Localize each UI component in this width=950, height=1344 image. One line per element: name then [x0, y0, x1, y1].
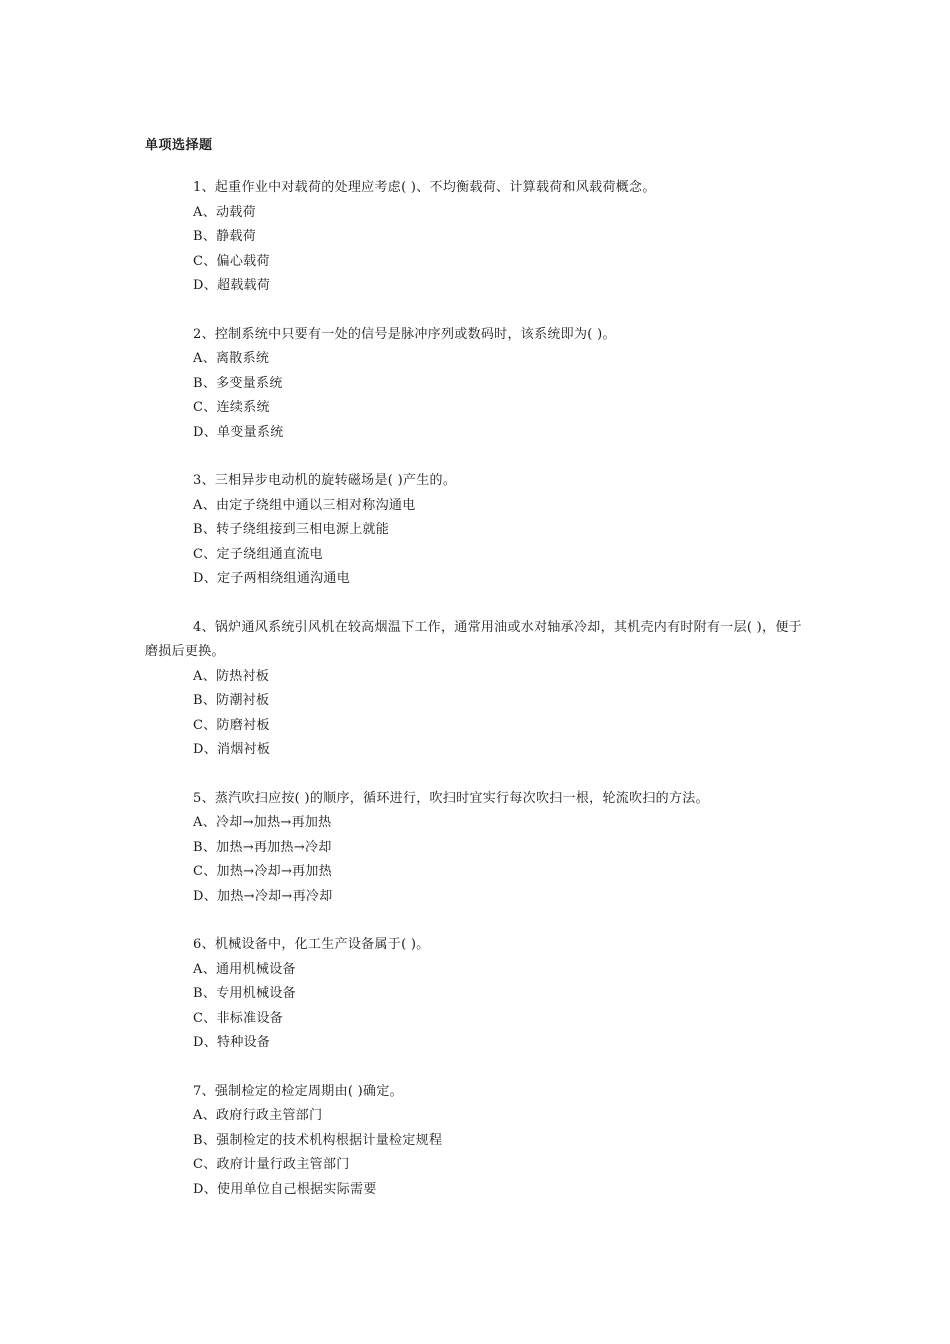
option-a: A、冷却→加热→再加热	[193, 815, 332, 830]
option-b: B、专用机械设备	[193, 986, 296, 1001]
option-c: C、非标准设备	[193, 1010, 284, 1026]
option-a: A、通用机械设备	[193, 961, 296, 977]
option-a: A、防热衬板	[193, 668, 270, 684]
option-d: D、使用单位自己根据实际需要	[193, 1181, 377, 1197]
question-6	[145, 933, 805, 1056]
option-a: A、动载荷	[193, 204, 256, 220]
question-stem: 3、三相异步电动机的旋转磁场是( )产生的。	[193, 473, 457, 488]
option-c: C、加热→冷却→再加热	[193, 864, 333, 879]
question-stem: 7、强制检定的检定周期由( )确定。	[193, 1083, 403, 1099]
question-5	[145, 787, 805, 910]
section-title: 单项选择题	[145, 138, 213, 153]
option-c: C、防磨衬板	[193, 717, 270, 733]
question-1	[145, 176, 805, 299]
question-stem: 2、控制系统中只要有一处的信号是脉冲序列或数码时，该系统即为( )。	[193, 326, 616, 342]
option-d: D、特种设备	[193, 1035, 271, 1050]
option-d: D、定子两相绕组通沟通电	[193, 571, 351, 586]
option-a: A、政府行政主管部门	[193, 1108, 323, 1123]
option-c: C、偏心载荷	[193, 253, 270, 269]
question-stem: 5、蒸汽吹扫应按( )的顺序，循环进行，吹扫时宜实行每次吹扫一根，轮流吹扫的方法。	[193, 790, 709, 806]
option-b: B、强制检定的技术机构根据计量检定规程	[193, 1132, 443, 1148]
question-4	[145, 616, 805, 763]
option-b: B、多变量系统	[193, 375, 283, 391]
question-stem: 6、机械设备中，化工生产设备属于( )。	[193, 937, 430, 952]
option-d: D、超载载荷	[193, 278, 271, 293]
option-c: C、连续系统	[193, 400, 270, 415]
question-stem: 1、起重作业中对载荷的处理应考虑( )、不均衡载荷、计算载荷和风载荷概念。	[193, 180, 656, 195]
option-c: C、定子绕组通直流电	[193, 546, 323, 562]
option-list	[145, 811, 805, 909]
option-list	[145, 347, 805, 445]
question-stem: 4、锅炉通风系统引风机在较高烟温下工作，通常用油或水对轴承冷却，其机壳内有时附有一层( )，便于磨损后更换。	[145, 619, 802, 659]
option-d: D、加热→冷却→再冷却	[193, 888, 333, 904]
option-b: B、防潮衬板	[193, 693, 270, 708]
question-2	[145, 323, 805, 446]
option-b: B、加热→再加热→冷却	[193, 839, 332, 855]
option-d: D、单变量系统	[193, 424, 284, 440]
option-a: A、离散系统	[193, 351, 270, 366]
option-list	[145, 494, 805, 592]
option-list	[145, 665, 805, 763]
question-7	[145, 1080, 805, 1203]
option-list	[145, 201, 805, 299]
option-c: C、政府计量行政主管部门	[193, 1157, 350, 1172]
option-list	[145, 1104, 805, 1202]
question-list	[145, 176, 805, 1226]
option-d: D、消烟衬板	[193, 742, 271, 757]
option-b: B、静载荷	[193, 229, 257, 244]
question-3	[145, 469, 805, 592]
option-a: A、由定子绕组中通以三相对称沟通电	[193, 497, 416, 513]
option-b: B、转子绕组接到三相电源上就能	[193, 522, 390, 537]
option-list	[145, 958, 805, 1056]
